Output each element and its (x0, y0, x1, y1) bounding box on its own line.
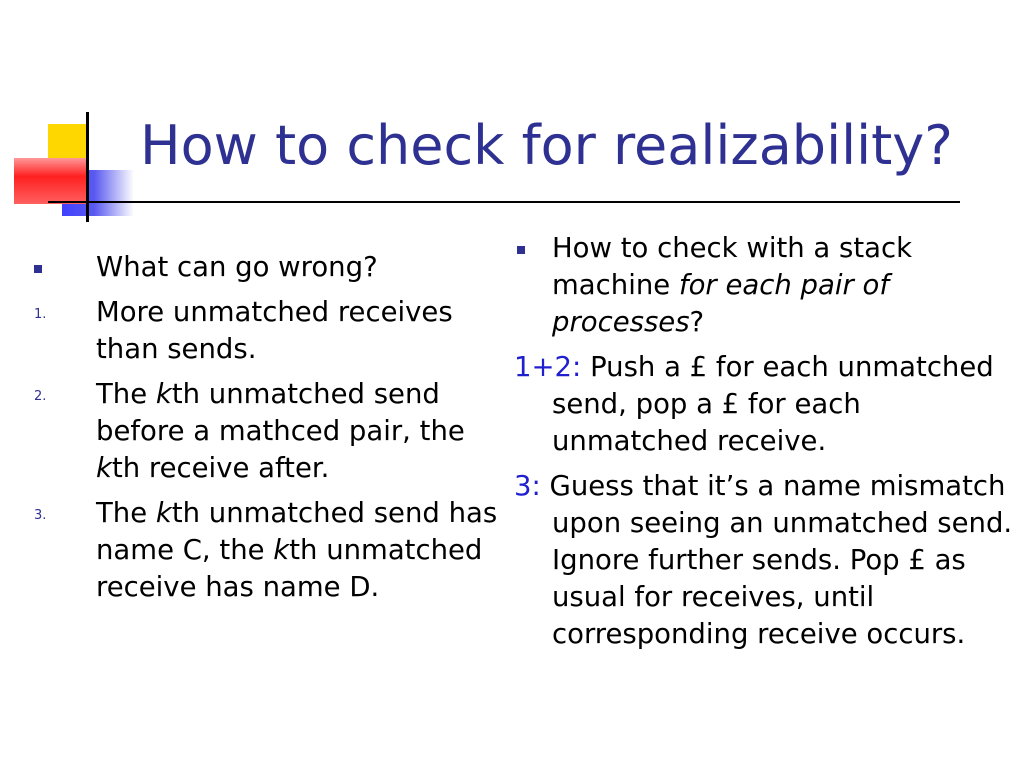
step-1-2 (514, 349, 1014, 460)
item-emphasis: k (96, 452, 112, 484)
item-emphasis: k (155, 497, 172, 529)
item-emphasis: k (273, 534, 290, 566)
item-text-part: The (96, 378, 156, 410)
bullet-emphasis: for each pair of processes (552, 269, 890, 338)
step-3 (514, 468, 1014, 653)
decor-vertical-line (86, 112, 89, 222)
step-label: 3: (514, 470, 541, 502)
bullet-stack-machine (514, 230, 1014, 341)
item-text-part: th unmatched receive has name D. (96, 534, 483, 603)
item-number: 3. (34, 508, 47, 523)
slide-title: How to check for realizability? (140, 114, 953, 177)
item-number: 1. (34, 307, 47, 322)
bullet-text: How to check with a stack machine (552, 232, 913, 301)
item-text-part: th unmatched send before a mathced pair, the (96, 378, 465, 447)
step-text-continued: Ignore further sends. Pop £ as usual for receives, until corresponding receive occurs. (552, 544, 966, 650)
numbered-item-2 (34, 376, 504, 487)
numbered-item-1 (34, 294, 504, 368)
bullet-text: What can go wrong? (96, 251, 378, 283)
square-bullet-icon (34, 265, 42, 273)
numbered-item-3 (34, 495, 504, 606)
bullet-end: ? (689, 306, 705, 338)
item-text-part: th unmatched send has name C, the (96, 497, 498, 566)
bullet-what-can-go-wrong (34, 249, 504, 286)
item-text-part: th receive after. (111, 452, 330, 484)
item-number: 2. (34, 389, 47, 404)
item-text: More unmatched receives than sends. (96, 296, 453, 365)
title-underline (48, 201, 960, 203)
item-emphasis: k (155, 378, 172, 410)
step-label: 1+2: (514, 351, 582, 383)
item-text-part: The (96, 497, 156, 529)
step-text: Push a £ for each unmatched send, pop a £ for each unmatched receive. (552, 351, 994, 457)
right-column (514, 230, 1014, 661)
decor-red-square (14, 158, 86, 204)
square-bullet-icon (517, 246, 525, 254)
left-column (34, 249, 504, 614)
step-text: Guess that it’s a name mismatch upon seeing an unmatched send. (549, 470, 1013, 539)
